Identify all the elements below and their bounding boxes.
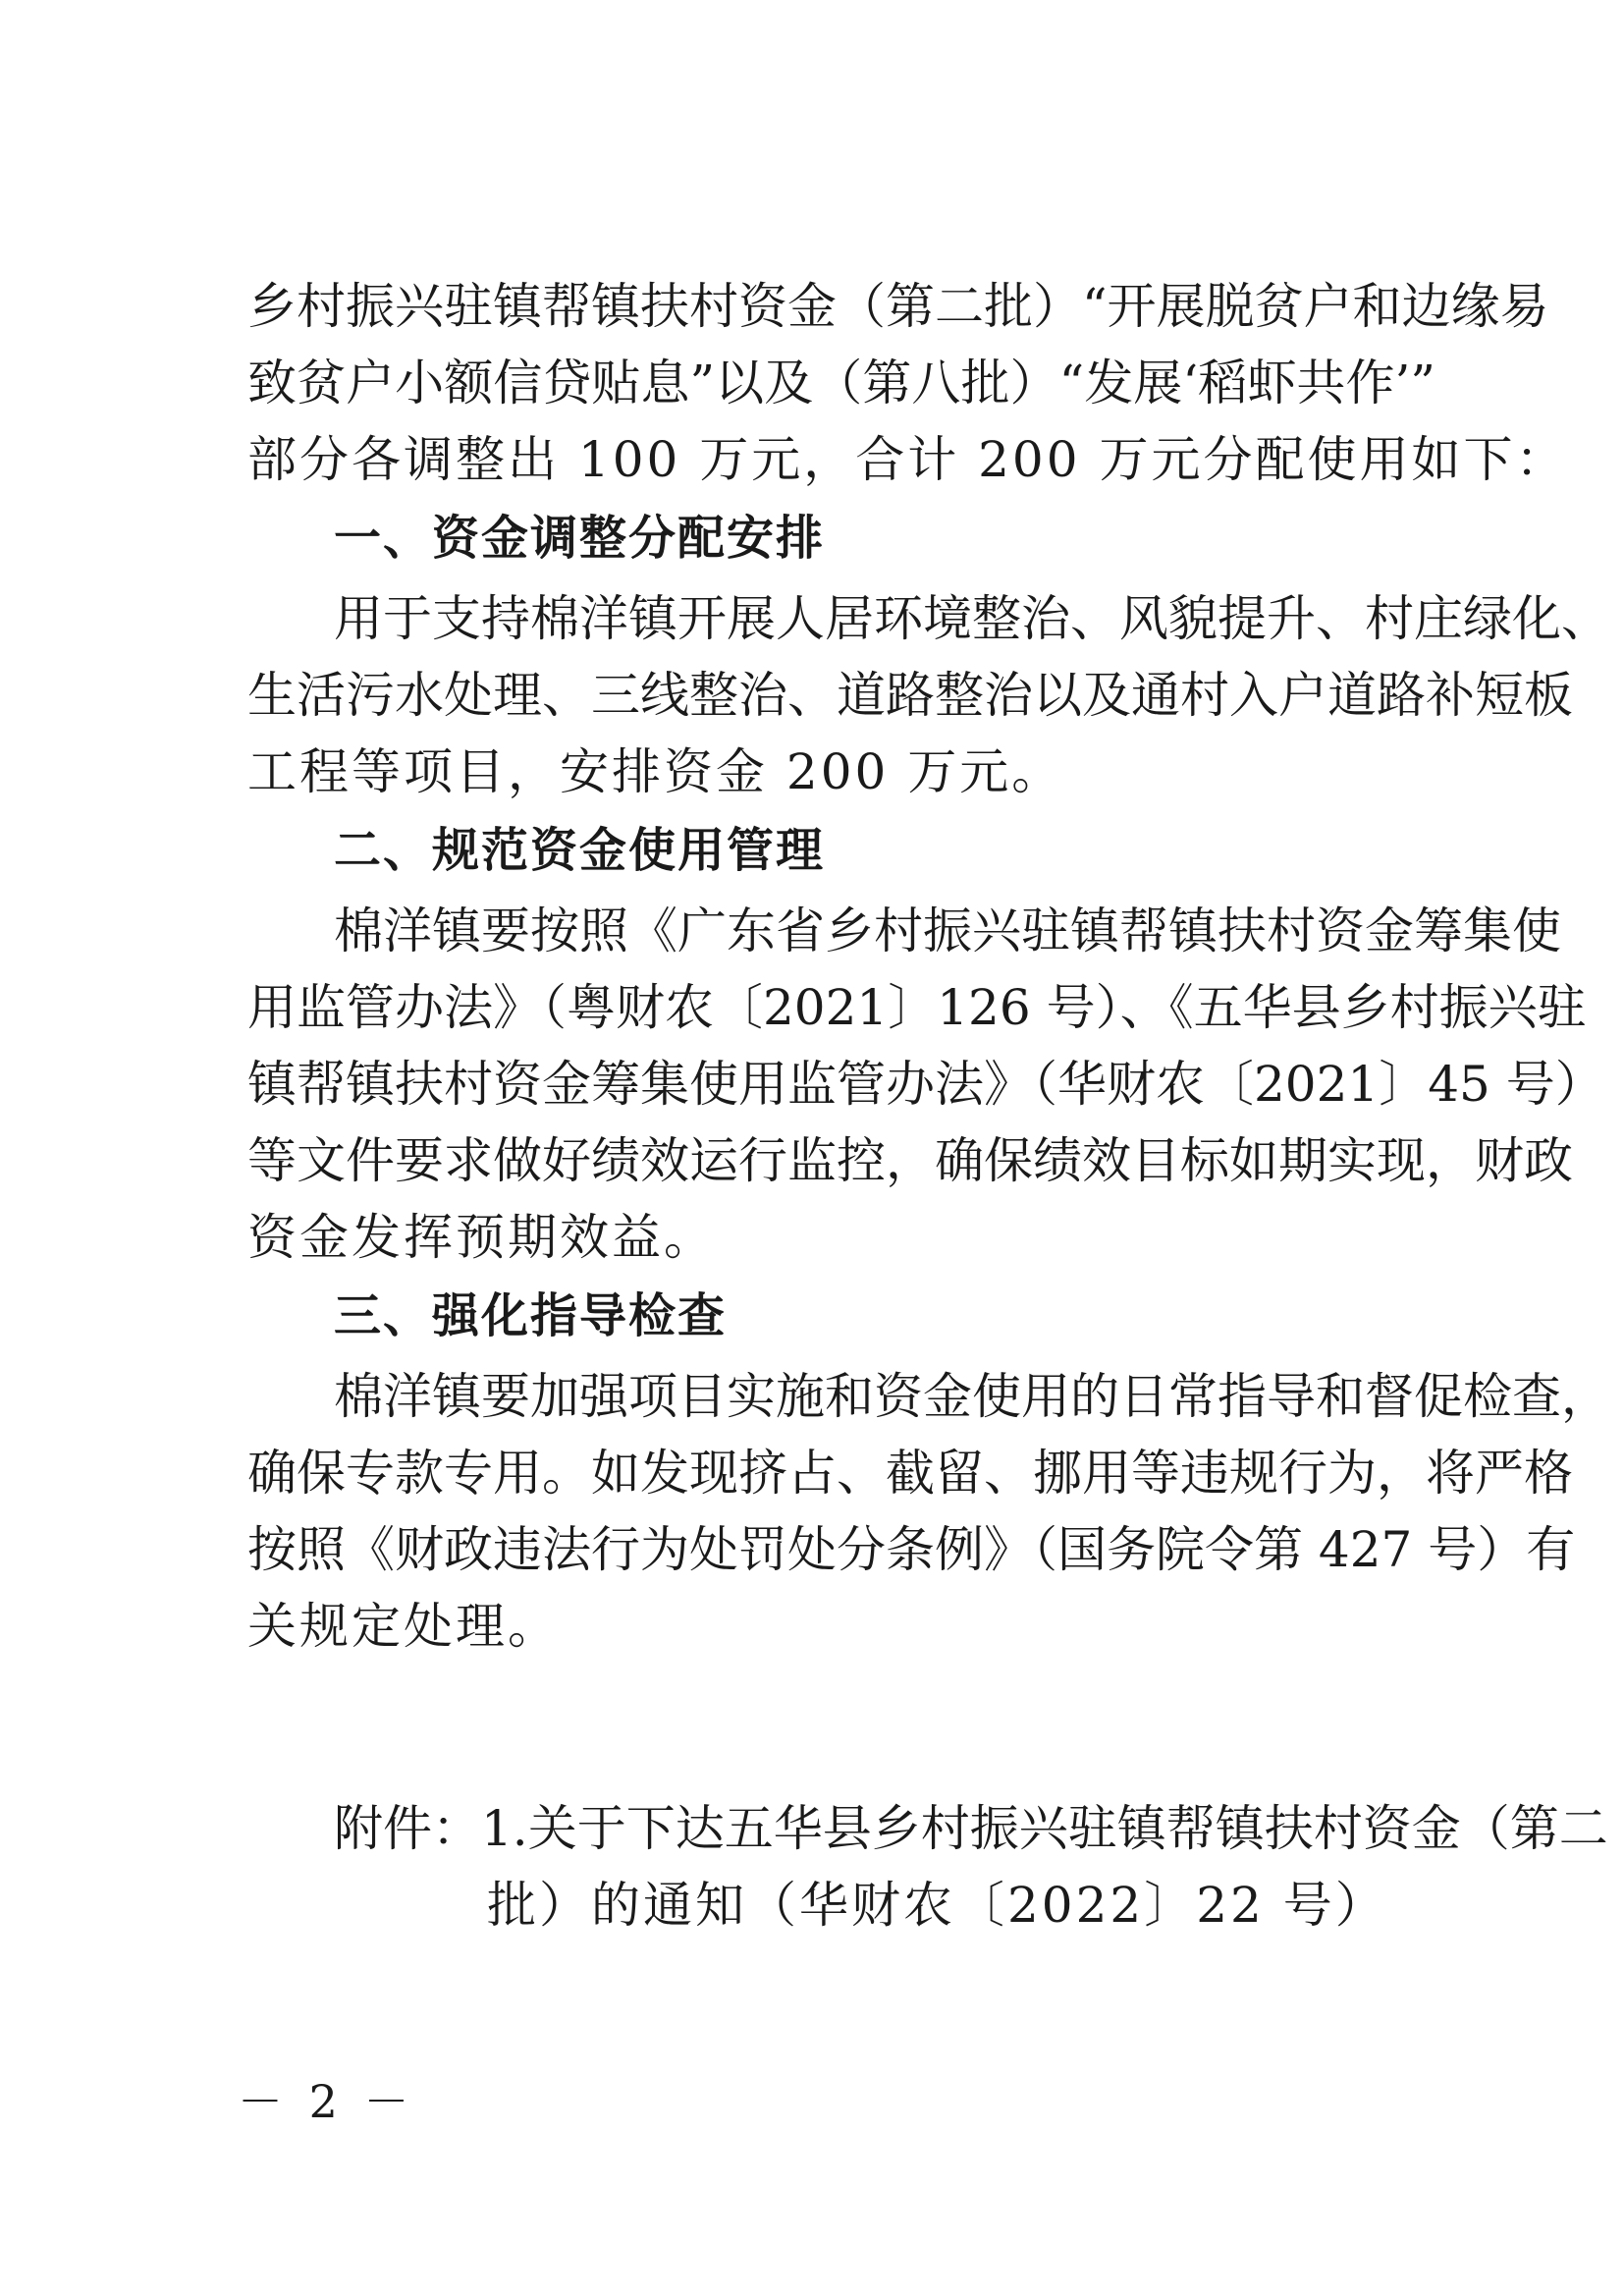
section2-line-2: 用监管办法》（粤财农〔2021〕126 号）、《五华县乡村振兴驻 [247,979,1587,1036]
section2-line-1: 棉洋镇要按照《广东省乡村振兴驻镇帮镇扶村资金筹集使 [334,902,1561,959]
section-heading-1: 一、资金调整分配安排 [334,511,826,566]
section-heading-2: 二、规范资金使用管理 [334,823,826,878]
section3-line-1: 棉洋镇要加强项目实施和资金使用的日常指导和督促检查， [334,1368,1610,1425]
section3-line-3: 按照《财政违法行为处罚处分条例》（国务院令第 427 号）有 [247,1521,1576,1578]
intro-line-3: 部分各调整出 100 万元，合计 200 万元分配使用如下： [247,431,1568,488]
attachment-line-2: 批）的通知（华财农〔2022〕22 号） [487,1877,1387,1934]
section1-line-1: 用于支持棉洋镇开展人居环境整治、风貌提升、村庄绿化、 [334,590,1610,647]
section2-line-4: 等文件要求做好绩效运行监控，确保绩效目标如期实现，财政 [247,1132,1573,1189]
section3-line-2: 确保专款专用。如发现挤占、截留、挪用等违规行为，将严格 [247,1445,1573,1502]
section2-line-3: 镇帮镇扶村资金筹集使用监管办法》（华财农〔2021〕45 号） [247,1056,1604,1113]
section2-line-5: 资金发挥预期效益。 [247,1209,716,1266]
page-number: － 2 － [238,2075,415,2128]
intro-line-2: 致贫户小额信贷贴息”以及（第八批）“发展‘稻虾共作’” [247,355,1435,411]
attachment-line-1: 附件：1.关于下达五华县乡村振兴驻镇帮镇扶村资金（第二 [334,1800,1608,1857]
intro-line-1: 乡村振兴驻镇帮镇扶村资金（第二批）“开展脱贫户和边缘易 [247,278,1549,335]
section-heading-3: 三、强化指导检查 [334,1288,728,1343]
section3-line-4: 关规定处理。 [247,1598,560,1655]
section1-line-3: 工程等项目，安排资金 200 万元。 [247,743,1064,800]
section1-line-2: 生活污水处理、三线整治、道路整治以及通村入户道路补短板 [247,667,1573,724]
